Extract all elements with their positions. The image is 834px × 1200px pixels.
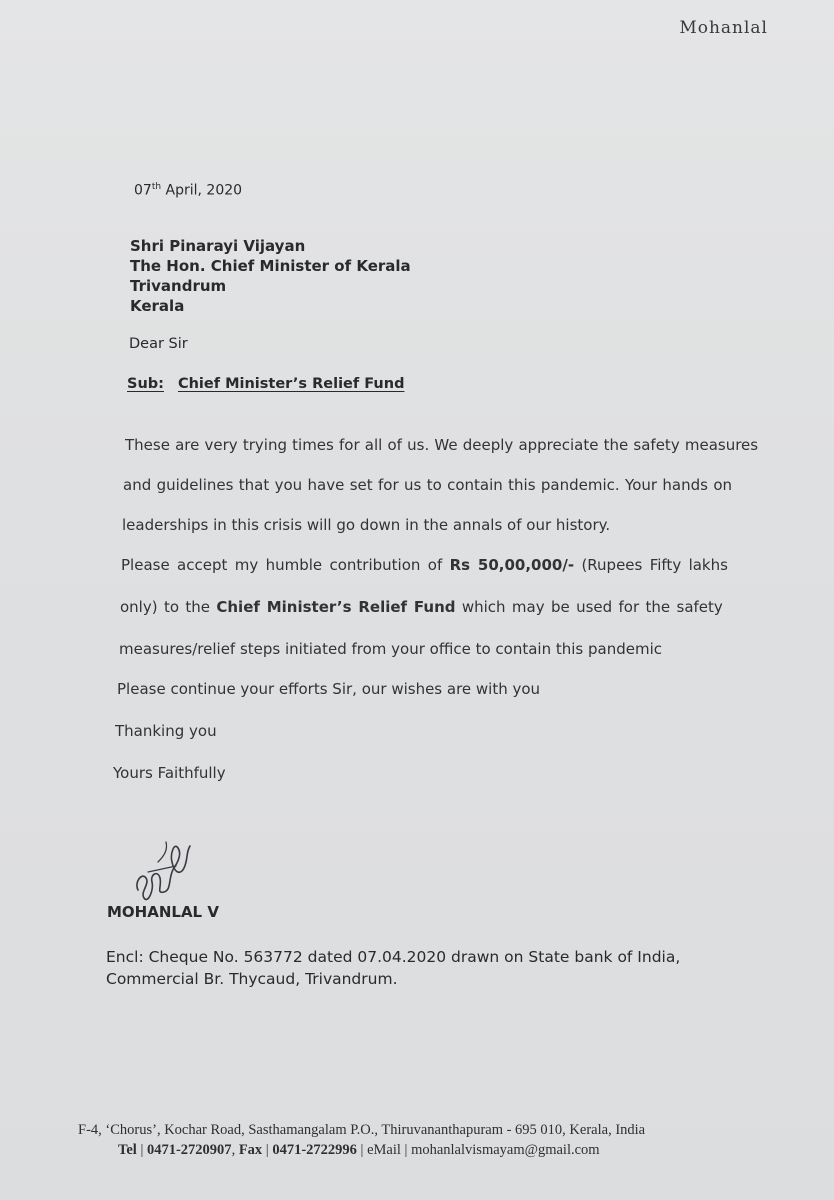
- subject-text: Chief Minister’s Relief Fund: [177, 376, 405, 392]
- contribution-amount: Rs 50,00,000/-: [449, 556, 575, 574]
- body-line-6: measures/relief steps initiated from your office to contain this pandemic: [119, 640, 662, 658]
- letter-date: [134, 182, 242, 199]
- fax-label: Fax: [238, 1142, 263, 1158]
- date-suffix: th: [151, 182, 162, 192]
- footer-contact: Tel | 0471-2720907, Fax | 0471-2722996 | eMail | mohanlalvismayam@gmail.com: [118, 1142, 600, 1158]
- body-line-1: These are very trying times for all of us. We deeply appreciate the safety measures: [125, 436, 759, 454]
- fax-number: 0471-2722996: [272, 1142, 357, 1158]
- body-line-2: and guidelines that you have set for us to contain this pandemic. Your hands on: [123, 476, 733, 494]
- closing-line: Yours Faithfully: [113, 764, 226, 782]
- body-line-5: [120, 598, 723, 616]
- fund-intro: only) to the: [120, 598, 217, 616]
- date-day: 07: [134, 182, 152, 199]
- body-line-7: Please continue your efforts Sir, our wishes are with you: [117, 680, 541, 698]
- fund-usage: which may be used for the safety: [455, 598, 723, 616]
- signer-name: MOHANLAL V: [107, 903, 219, 921]
- subject-label: Sub:: [127, 376, 164, 392]
- subject-line: [127, 376, 404, 392]
- date-rest: April, 2020: [161, 182, 243, 199]
- body-line-4: [121, 556, 728, 574]
- handwritten-signature: [128, 832, 198, 904]
- thanks-line: Thanking you: [115, 722, 217, 740]
- recipient-name: Shri Pinarayi Vijayan: [130, 237, 306, 255]
- fund-name: Chief Minister’s Relief Fund: [216, 598, 456, 616]
- recipient-city: Trivandrum: [130, 277, 227, 295]
- footer-address: F-4, ‘Chorus’, Kochar Road, Sasthamangalam P.O., Thiruvananthapuram - 695 010, Kerala, India: [78, 1122, 646, 1138]
- enclosure-line-1: Encl: Cheque No. 563772 dated 07.04.2020 drawn on State bank of India,: [106, 948, 681, 966]
- recipient-state: Kerala: [130, 297, 185, 315]
- email-label: eMail: [367, 1142, 401, 1158]
- tel-number: 0471-2720907: [146, 1142, 232, 1158]
- tel-label: Tel: [118, 1142, 137, 1158]
- recipient-title: The Hon. Chief Minister of Kerala: [130, 257, 411, 275]
- amount-in-words: (Rupees Fifty lakhs: [574, 556, 728, 574]
- letterhead-name: Mohanlal: [679, 18, 768, 38]
- email-address: mohanlalvismayam@gmail.com: [411, 1142, 600, 1158]
- recipient-address: [130, 236, 411, 316]
- salutation: Dear Sir: [129, 336, 188, 352]
- contribution-text: Please accept my humble contribution of: [121, 556, 450, 574]
- enclosure-line-2: Commercial Br. Thycaud, Trivandrum.: [106, 970, 398, 988]
- body-line-3: leaderships in this crisis will go down in the annals of our history.: [122, 516, 611, 534]
